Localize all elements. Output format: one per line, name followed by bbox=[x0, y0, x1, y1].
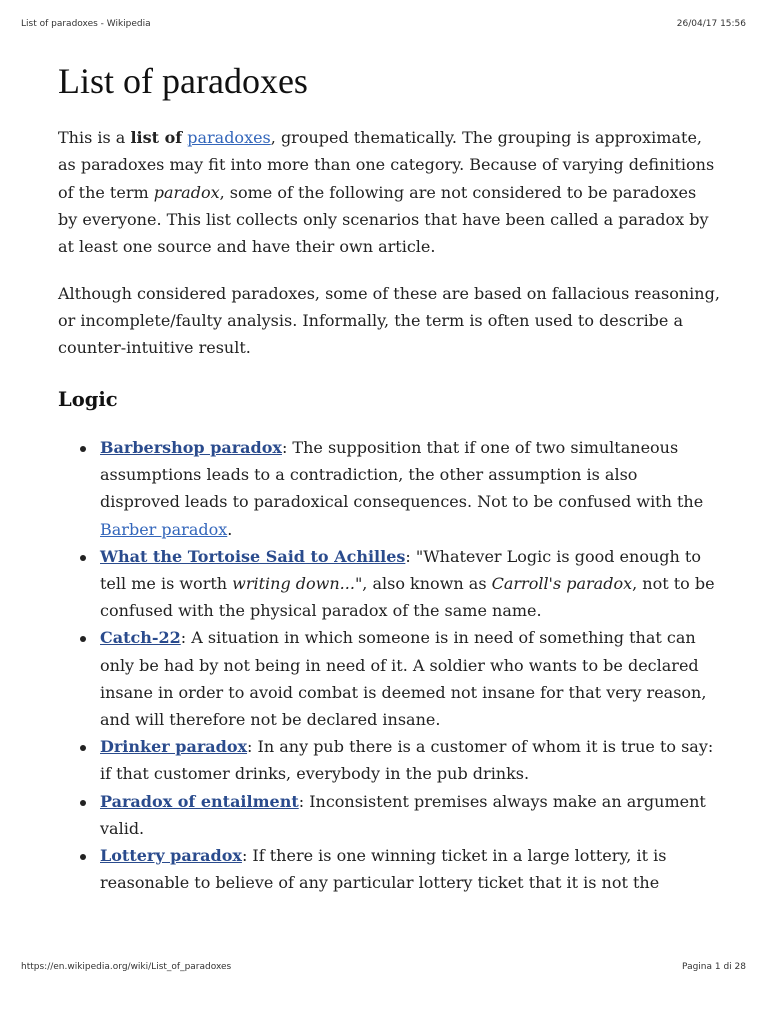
item-text: : A situation in which someone is in need of something that can only be had by not being in need of it. A soldier who wants to be declared insane in order to avoid combat is deemed not insane for that very reason, and will therefore not be declared insane. bbox=[100, 628, 707, 729]
item-text: : The supposition that if one of two simultaneous assumptions leads to a contradiction, the other assumption is also disproved leads to paradoxical consequences. Not to be confused with the bbox=[100, 437, 704, 512]
intro-bold-list-of: list of bbox=[130, 128, 183, 148]
barbershop-paradox-link[interactable]: Barbershop paradox bbox=[100, 437, 282, 457]
print-header bbox=[21, 19, 746, 29]
bullet-icon bbox=[80, 854, 86, 860]
list-item bbox=[58, 543, 720, 625]
barber-paradox-link[interactable]: Barber paradox bbox=[100, 519, 228, 539]
bullet-icon bbox=[80, 446, 86, 452]
bullet-icon bbox=[80, 555, 86, 561]
item-text-2: ", also known as bbox=[354, 573, 492, 593]
list-item bbox=[58, 624, 720, 733]
item-text: : Inconsistent premises always make an argument valid. bbox=[100, 791, 706, 838]
logic-list bbox=[58, 434, 720, 896]
page-title: List of paradoxes bbox=[58, 61, 308, 101]
item-text: : In any pub there is a customer of whom it is true to say: if that customer drinks, everybody in the pub drinks. bbox=[100, 737, 714, 784]
article-content bbox=[58, 60, 720, 896]
item-em-writing-down: writing down... bbox=[232, 573, 355, 593]
section-heading-logic: Logic bbox=[58, 387, 118, 411]
paradoxes-link[interactable]: paradoxes bbox=[187, 128, 271, 148]
item-text-3: , not to be confused with the physical paradox of the same name. bbox=[100, 573, 715, 621]
bullet-icon bbox=[80, 636, 86, 642]
item-text: : "Whatever Logic is good enough to tell me is worth bbox=[100, 546, 701, 593]
item-text: : If there is one winning ticket in a large lottery, it is reasonable to believe of any particular lottery ticket that it is not the bbox=[100, 846, 667, 893]
item-em-carrolls-paradox: Carroll's paradox bbox=[491, 573, 633, 593]
second-paragraph: Although considered paradoxes, some of these are based on fallacious reasoning, or incomplete/faulty analysis. Informally, the term is often used to describe a counter-intuitive result. bbox=[58, 283, 720, 358]
intro-text-1: This is a bbox=[58, 128, 131, 148]
catch-22-link[interactable]: Catch-22 bbox=[100, 628, 181, 648]
intro-em-paradox: paradox bbox=[153, 182, 220, 202]
list-item bbox=[58, 842, 720, 896]
print-header-datetime: 26/04/17 15:56 bbox=[676, 19, 746, 29]
item-text-end: . bbox=[227, 519, 233, 539]
tortoise-achilles-link[interactable]: What the Tortoise Said to Achilles bbox=[100, 546, 406, 566]
intro-paragraph bbox=[58, 124, 720, 260]
print-footer-url: https://en.wikipedia.org/wiki/List_of_paradoxes bbox=[21, 962, 232, 972]
drinker-paradox-link[interactable]: Drinker paradox bbox=[100, 737, 248, 757]
paradox-of-entailment-link[interactable]: Paradox of entailment bbox=[100, 791, 299, 811]
intro-text-4: , some of the following are not considered to be paradoxes by everyone. This list collects only scenarios that have been called a paradox by at least one source and have their own article. bbox=[58, 182, 709, 257]
bullet-icon bbox=[80, 745, 86, 751]
print-footer-page: Pagina 1 di 28 bbox=[682, 962, 746, 972]
list-item bbox=[58, 733, 720, 787]
lottery-paradox-link[interactable]: Lottery paradox bbox=[100, 846, 242, 865]
bullet-icon bbox=[80, 800, 86, 806]
list-item bbox=[58, 788, 720, 842]
list-item bbox=[58, 434, 720, 543]
print-header-title: List of paradoxes - Wikipedia bbox=[21, 19, 151, 29]
print-footer bbox=[21, 962, 746, 972]
intro-text-3: , grouped thematically. The grouping is approximate, as paradoxes may fit into more than one category. Because of varying definitions of the term bbox=[58, 128, 715, 202]
